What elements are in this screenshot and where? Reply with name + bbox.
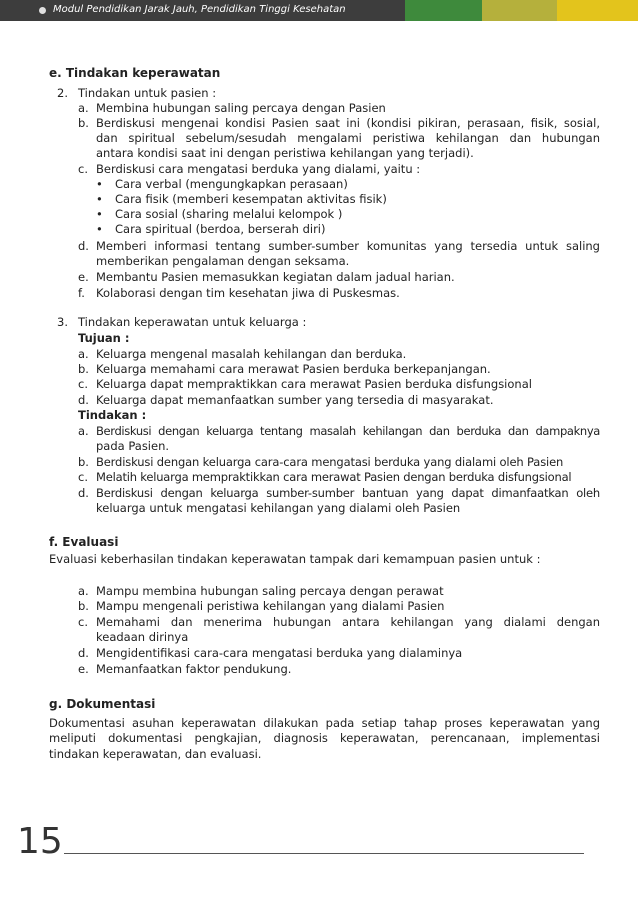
list-marker: c. bbox=[78, 162, 88, 176]
list-item-text: Mengidentifikasi cara-cara mengatasi berduka yang dialaminya bbox=[96, 646, 463, 660]
subheading-tindakan: Tindakan : bbox=[78, 408, 147, 422]
list-item-text: dan spiritual sebelum/sesudah mengalami peristiwa kehilangan dan hubungan bbox=[96, 131, 600, 145]
list-item-text: keadaan dirinya bbox=[96, 630, 189, 644]
subheading-tujuan: Tujuan : bbox=[78, 331, 130, 345]
list-marker: d. bbox=[78, 393, 89, 407]
bullet-item-text: Cara sosial (sharing melalui kelompok ) bbox=[115, 207, 343, 221]
page-number: 15 bbox=[17, 821, 63, 862]
list-item-text: Keluarga dapat memanfaatkan sumber yang tersedia di masyarakat. bbox=[96, 393, 494, 407]
list-item-text: Mampu membina hubungan saling percaya dengan perawat bbox=[96, 584, 444, 598]
list-marker: d. bbox=[78, 239, 89, 253]
list-marker: b. bbox=[78, 116, 89, 130]
list-item-text: Kolaborasi dengan tim kesehatan jiwa di Puskesmas. bbox=[96, 286, 400, 300]
list-item-text: Berdiskusi cara mengatasi berduka yang dialami, yaitu : bbox=[96, 162, 421, 176]
bullet-dot-icon bbox=[39, 7, 46, 14]
list-marker: a. bbox=[78, 101, 89, 115]
paragraph-text: Evaluasi keberhasilan tindakan keperawatan tampak dari kemampuan pasien untuk : bbox=[49, 552, 541, 566]
section-heading-g: g. Dokumentasi bbox=[49, 697, 156, 711]
list-item-text: Membantu Pasien memasukkan kegiatan dalam jadual harian. bbox=[96, 270, 455, 284]
header-bar-olive bbox=[482, 0, 557, 21]
list-marker: b. bbox=[78, 362, 89, 376]
list-marker: d. bbox=[78, 486, 89, 500]
list-marker: e. bbox=[78, 662, 89, 676]
list-item-text: Membina hubungan saling percaya dengan Pasien bbox=[96, 101, 386, 115]
list-number: 3. bbox=[57, 315, 68, 329]
list-item-text: pada Pasien. bbox=[96, 439, 170, 453]
header-bar-green bbox=[405, 0, 482, 21]
bullet-item-text: Cara verbal (mengungkapkan perasaan) bbox=[115, 177, 348, 191]
list-item-text: keluarga untuk mengatasi kehilangan yang dialami oleh Pasien bbox=[96, 501, 461, 515]
bullet-item-text: Cara fisik (memberi kesempatan aktivitas fisik) bbox=[115, 192, 387, 206]
list-item-text: antara kondisi saat ini dengan peristiwa kehilangan yang terjadi). bbox=[96, 146, 474, 160]
list-item-text: Tindakan untuk pasien : bbox=[78, 86, 217, 100]
list-marker: a. bbox=[78, 424, 89, 438]
page-header bbox=[0, 0, 638, 21]
list-marker: e. bbox=[78, 270, 89, 284]
list-marker: c. bbox=[78, 470, 88, 484]
list-item-text: Keluarga memahami cara merawat Pasien berduka berkepanjangan. bbox=[96, 362, 491, 376]
list-item-text: Berdiskusi mengenai kondisi Pasien saat ini (kondisi pikiran, perasaan, fisik, sosial, bbox=[96, 116, 600, 130]
paragraph-text: tindakan keperawatan, dan evaluasi. bbox=[49, 747, 262, 761]
list-item-text: Memanfaatkan faktor pendukung. bbox=[96, 662, 292, 676]
paragraph-text: Dokumentasi asuhan keperawatan dilakukan pada setiap tahap proses keperawatan yang bbox=[49, 716, 600, 730]
list-item-text: Memberi informasi tentang sumber-sumber komunitas yang tersedia untuk saling bbox=[96, 239, 600, 253]
footer-rule bbox=[64, 853, 584, 854]
list-marker: b. bbox=[78, 455, 89, 469]
list-item-text: Mampu mengenali peristiwa kehilangan yang dialami Pasien bbox=[96, 599, 445, 613]
paragraph-text: meliputi dokumentasi pengkajian, diagnosis keperawatan, perencanaan, implementasi bbox=[49, 731, 600, 745]
section-heading-e: e. Tindakan keperawatan bbox=[49, 66, 221, 80]
list-marker: c. bbox=[78, 615, 88, 629]
bullet-marker: • bbox=[96, 207, 103, 221]
list-item-text: Tindakan keperawatan untuk keluarga : bbox=[78, 315, 307, 329]
list-marker: d. bbox=[78, 646, 89, 660]
list-item-text: Keluarga mengenal masalah kehilangan dan berduka. bbox=[96, 347, 407, 361]
bullet-marker: • bbox=[96, 177, 103, 191]
bullet-marker: • bbox=[96, 222, 103, 236]
header-title: Modul Pendidikan Jarak Jauh, Pendidikan Tinggi Kesehatan bbox=[53, 4, 346, 15]
list-item-text: Berdiskusi dengan keluarga cara-cara mengatasi berduka yang dialami oleh Pasien bbox=[96, 455, 564, 469]
list-marker: f. bbox=[78, 286, 85, 300]
bullet-marker: • bbox=[96, 192, 103, 206]
list-item-text: Memahami dan menerima hubungan antara kehilangan yang dialami dengan bbox=[96, 615, 600, 629]
list-marker: a. bbox=[78, 347, 89, 361]
list-number: 2. bbox=[57, 86, 68, 100]
bullet-item-text: Cara spiritual (berdoa, berserah diri) bbox=[115, 222, 326, 236]
list-item-text: Berdiskusi dengan keluarga sumber-sumber bantuan yang dapat dimanfaatkan oleh bbox=[96, 486, 600, 500]
list-item-text: memberikan pengalaman dengan seksama. bbox=[96, 254, 350, 268]
list-item-text: Keluarga dapat mempraktikkan cara merawat Pasien berduka disfungsional bbox=[96, 377, 532, 391]
header-bar-yellow bbox=[557, 0, 638, 21]
list-marker: b. bbox=[78, 599, 89, 613]
list-item-text: Melatih keluarga mempraktikkan cara merawat Pasien dengan berduka disfungsional bbox=[96, 470, 572, 484]
list-marker: c. bbox=[78, 377, 88, 391]
list-item-text: Berdiskusi dengan keluarga tentang masalah kehilangan dan berduka dan dampaknya bbox=[96, 424, 600, 438]
list-marker: a. bbox=[78, 584, 89, 598]
section-heading-f: f. Evaluasi bbox=[49, 535, 119, 549]
